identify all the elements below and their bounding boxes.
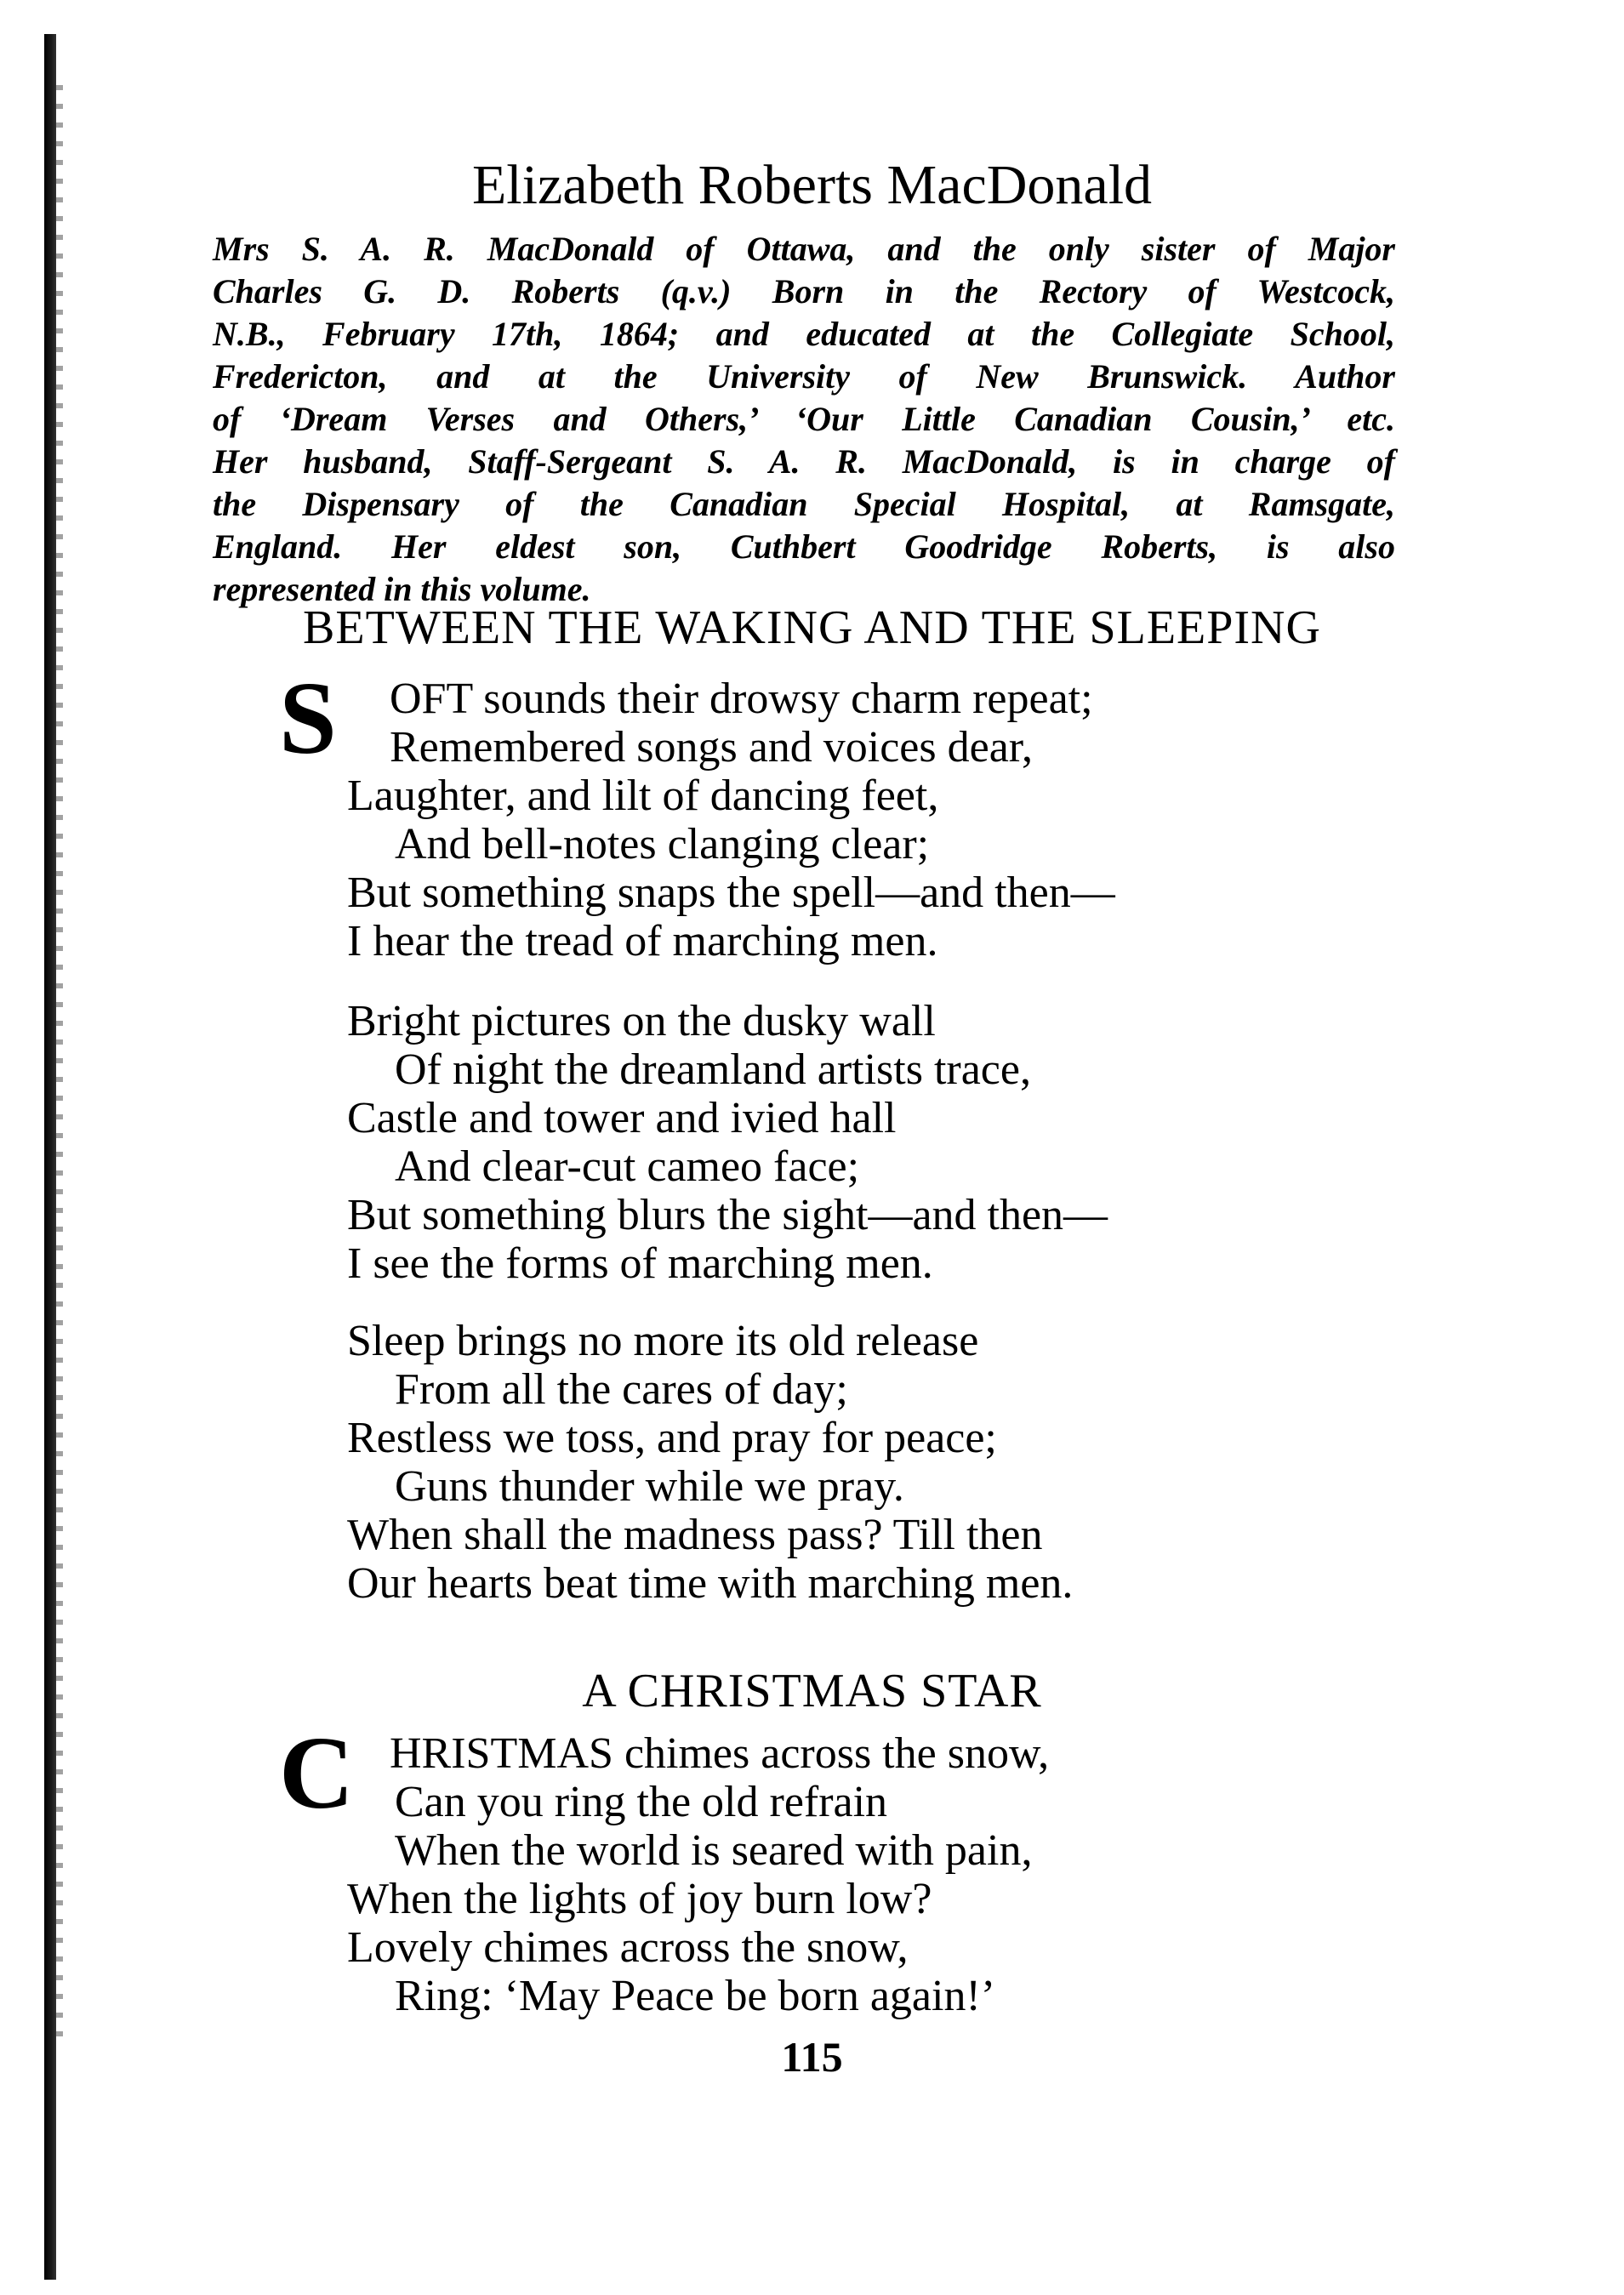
drop-cap: C [279, 1716, 355, 1831]
bio-line: N.B., February 17th, 1864; and educated at the Collegiate School, [213, 315, 1395, 353]
bio-line: England. Her eldest son, Cuthbert Goodridge Roberts, is also [213, 527, 1395, 566]
author-biography [213, 228, 1395, 611]
verse-line: From all the cares of day; [395, 1365, 848, 1414]
stanza [347, 675, 1115, 965]
poem-title: A CHRISTMAS STAR [582, 1665, 1042, 1717]
verse-line: Of night the dreamland artists trace, [395, 1045, 1031, 1094]
verse-line: Laughter, and lilt of dancing feet, [347, 772, 939, 820]
page-binding-edge [44, 34, 56, 2280]
stanza [347, 1317, 1073, 1608]
verse-line: But something blurs the sight—and then— [347, 1191, 1108, 1239]
verse-line: HRISTMAS chimes across the snow, [390, 1729, 1050, 1778]
bio-line: of ‘Dream Verses and Others,’ ‘Our Little Canadian Cousin,’ etc. [213, 400, 1395, 438]
verse-line: Bright pictures on the dusky wall [347, 997, 936, 1045]
verse-line: Castle and tower and ivied hall [347, 1094, 897, 1142]
verse-line: And bell-notes clanging clear; [395, 820, 930, 868]
bio-line: Mrs S. A. R. MacDonald of Ottawa, and the only sister of Major [213, 230, 1395, 268]
verse-line: I hear the tread of marching men. [347, 917, 938, 965]
stanza [347, 997, 1108, 1288]
verse-line: Can you ring the old refrain [395, 1778, 888, 1826]
bio-line: Her husband, Staff-Sergeant S. A. R. MacDonald, is in charge of [213, 442, 1395, 481]
verse-line: When the lights of joy burn low? [347, 1875, 932, 1923]
verse-line: And clear-cut cameo face; [395, 1142, 860, 1191]
verse-line: Lovely chimes across the snow, [347, 1923, 909, 1972]
bio-line: Charles G. D. Roberts (q.v.) Born in the Rectory of Westcock, [213, 272, 1395, 310]
verse-line: Guns thunder while we pray. [395, 1462, 904, 1511]
bio-line: the Dispensary of the Canadian Special Hospital, at Ramsgate, [213, 485, 1395, 523]
page-binding-shadow [56, 85, 63, 2042]
verse-line: Remembered songs and voices dear, [390, 723, 1034, 772]
author-heading: Elizabeth Roberts MacDonald [471, 154, 1153, 216]
page-number: 115 [781, 2033, 843, 2081]
verse-line: But something snaps the spell—and then— [347, 868, 1115, 917]
bio-line: represented in this volume. [213, 570, 591, 608]
verse-line: Restless we toss, and pray for peace; [347, 1414, 997, 1462]
verse-line: I see the forms of marching men. [347, 1239, 933, 1288]
verse-line: When the world is seared with pain, [395, 1826, 1033, 1875]
bio-line: Fredericton, and at the University of New Brunswick. Author [213, 357, 1395, 396]
verse-line: When shall the madness pass? Till then [347, 1511, 1043, 1559]
drop-cap: S [279, 661, 337, 776]
poem-title: BETWEEN THE WAKING AND THE SLEEPING [303, 601, 1321, 654]
stanza [347, 1729, 1049, 2020]
verse-line: Ring: ‘May Peace be born again!’ [395, 1972, 996, 2020]
verse-line: Our hearts beat time with marching men. [347, 1559, 1074, 1608]
verse-line: OFT sounds their drowsy charm repeat; [390, 675, 1093, 723]
verse-line: Sleep brings no more its old release [347, 1317, 979, 1365]
